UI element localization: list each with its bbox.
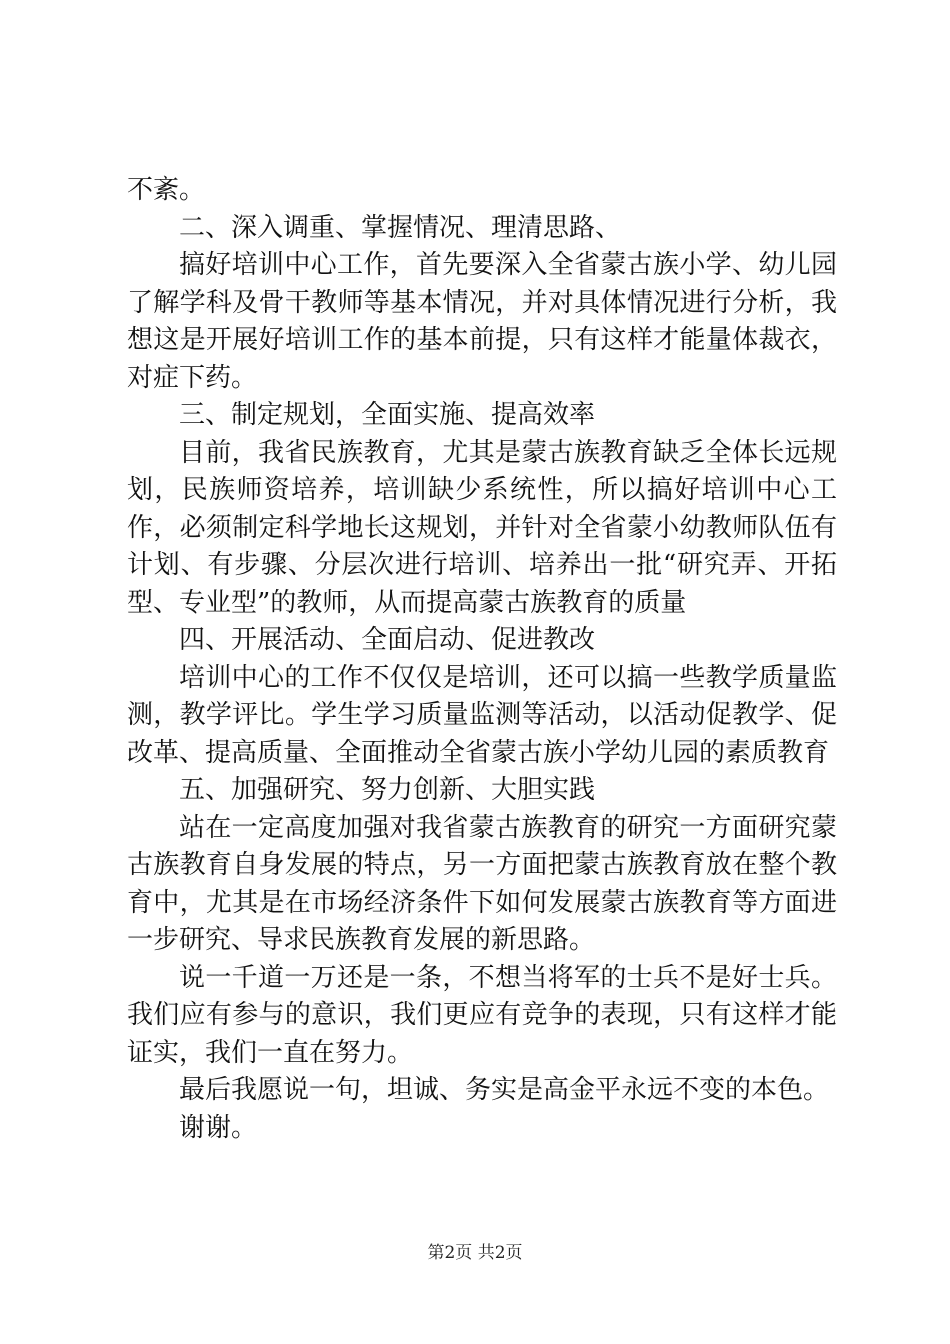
heading-section-2: 二、深入调重、掌握情况、理清思路、 [179, 212, 622, 243]
paragraph-7: 最后我愿说一句，坦诚、务实是高金平永远不变的本色。 [179, 1075, 830, 1105]
heading-section-3: 三、制定规划，全面实施、提高效率 [179, 400, 596, 430]
heading-section-4: 四、开展活动、全面启动、促进教改 [179, 625, 596, 655]
heading-section-5: 五、加强研究、努力创新、大胆实践 [179, 775, 596, 805]
paragraph-1: 不紊。 [127, 175, 206, 205]
paragraph-6: 说一千道一万还是一条，不想当将军的士兵不是好士兵。我们应有参与的意识，我们更应有竞争的表现，只有这样才能证实，我们一直在努力。 [127, 962, 837, 1068]
paragraph-5: 站在一定高度加强对我省蒙古族教育的研究一方面研究蒙古族教育自身发展的特点，另一方面把蒙古族教育放在整个教育中，尤其是在市场经济条件下如何发展蒙古族教育等方面进一步研究、导求民族教育发展的新思路。 [127, 812, 837, 955]
paragraph-2: 搞好培训中心工作，首先要深入全省蒙古族小学、幼儿园了解学科及骨干教师等基本情况，并对具体情况进行分析，我想这是开展好培训工作的基本前提，只有这样才能量体裁衣，对症下药。 [127, 250, 837, 393]
paragraph-3: 目前，我省民族教育，尤其是蒙古族教育缺乏全体长远规划，民族师资培养，培训缺少系统性，所以搞好培训中心工作，必须制定科学地长这规划，并针对全省蒙小幼教师队伍有计划、有步骤、分层次进行培训、培养出一批“研究弄、开拓型、专业型”的教师，从而提高蒙古族教育的质量 [127, 437, 837, 618]
document-body [127, 172, 837, 1147]
closing-thanks: 谢谢。 [179, 1112, 258, 1143]
paragraph-4: 培训中心的工作不仅仅是培训，还可以搞一些教学质量监测，教学评比。学生学习质量监测等活动，以活动促教学、促改革、提高质量、全面推动全省蒙古族小学幼儿园的素质教育 [127, 662, 837, 768]
page-number-footer: 第2页 共2页 [427, 1243, 523, 1263]
